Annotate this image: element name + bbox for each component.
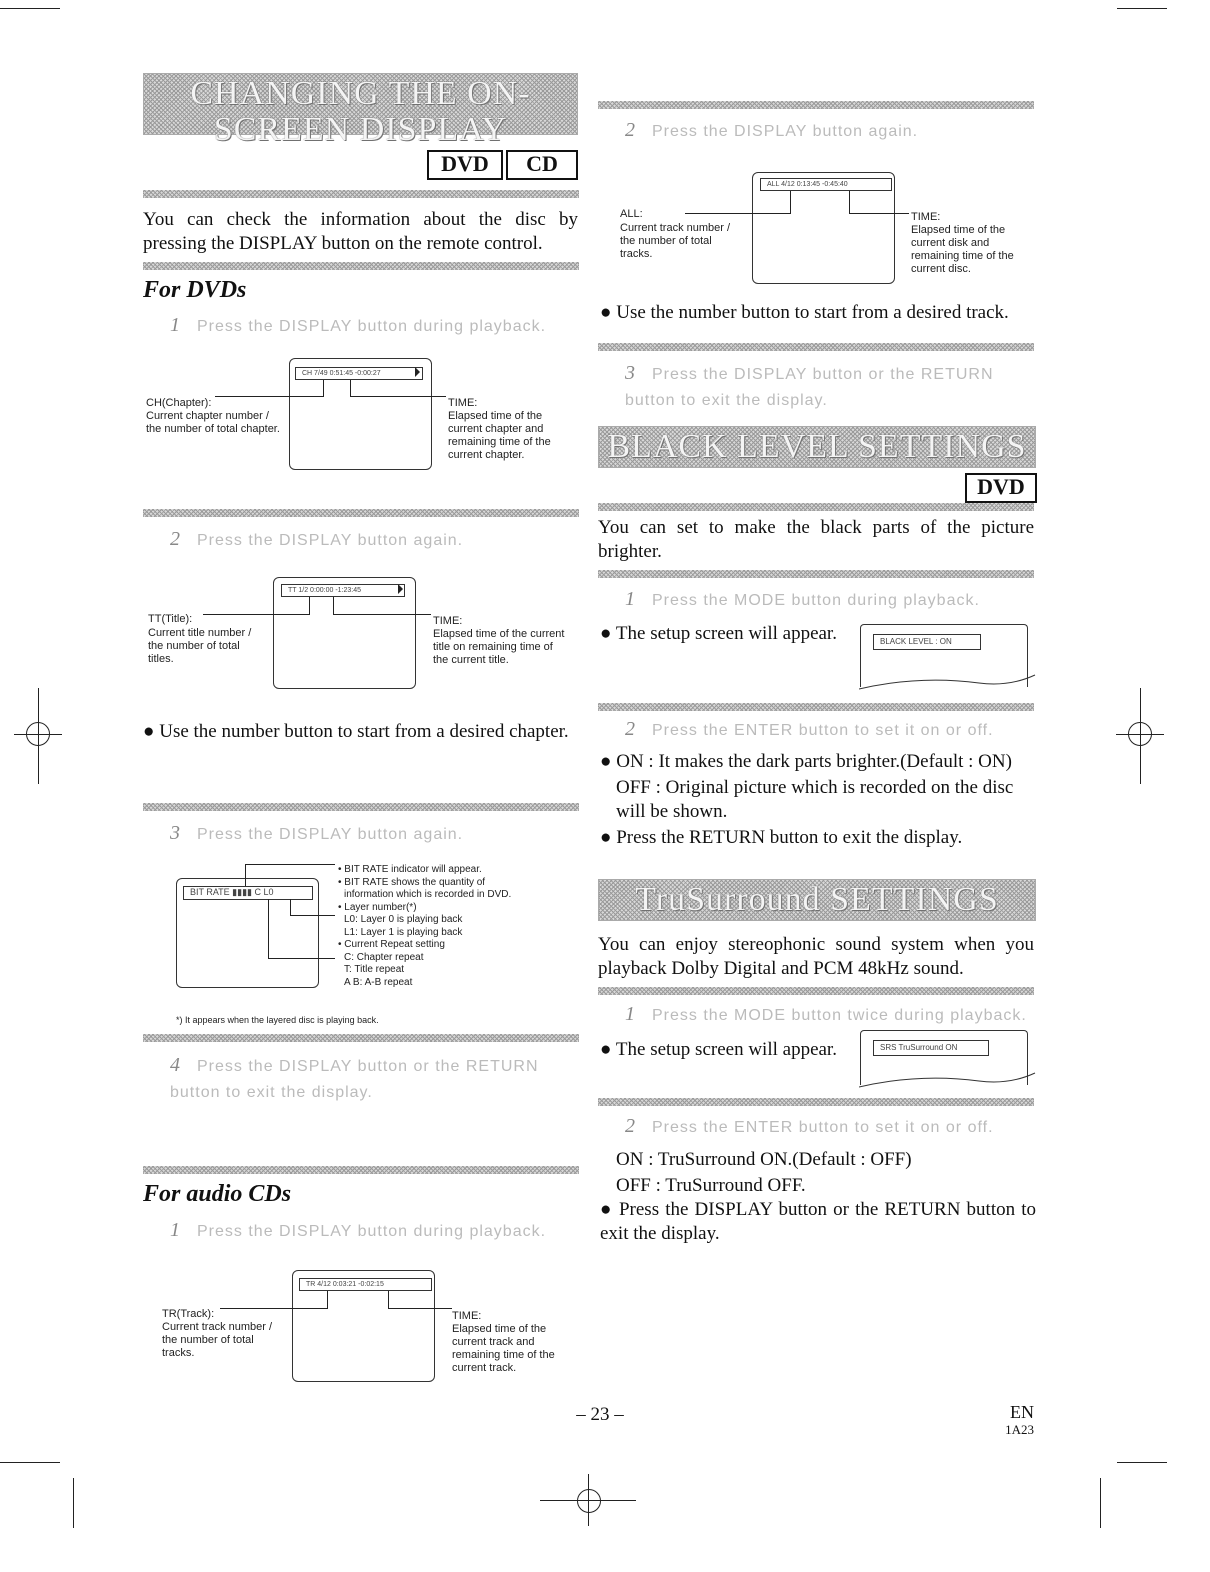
- callout-desc: Elapsed time of the current chapter and remaining time of the current chapter.: [448, 410, 551, 461]
- divider: [143, 1034, 579, 1042]
- callout-desc: Elapsed time of the current disk and remaining time of the current disc.: [911, 224, 1014, 275]
- osd-bar-chapter: CH 7/49 0:51:45 -0:00:27: [295, 367, 423, 380]
- callout-desc: Current title number / the number of total titles.: [148, 627, 252, 665]
- setup-screen-diagram: [860, 1030, 1028, 1085]
- crop-mark: [1100, 1478, 1101, 1528]
- callout-label: TIME:: [452, 1310, 482, 1322]
- dvd-badge: DVD: [965, 473, 1037, 503]
- crop-mark: [1117, 1462, 1167, 1463]
- crop-mark: [1117, 8, 1167, 9]
- step-4: [170, 1052, 580, 1106]
- divider: [598, 101, 1034, 109]
- text-on: ON : TruSurround ON.(Default : OFF): [616, 1149, 912, 1170]
- callout-desc: Current track number / the number of total tracks.: [620, 222, 731, 260]
- step-text: Press the DISPLAY button or the RETURN button to exit the display.: [170, 1058, 539, 1101]
- step-3: [170, 822, 463, 845]
- divider: [598, 987, 1034, 995]
- intro-text: You can set to make the black parts of the picture brighter.: [598, 517, 1034, 562]
- step-number: 2: [625, 1115, 636, 1137]
- step-number: 4: [170, 1054, 181, 1076]
- step-2: [625, 718, 994, 741]
- step-text: Press the MODE button during playback.: [652, 592, 980, 609]
- footnote: *) It appears when the layered disc is playing back.: [176, 1015, 379, 1025]
- callout-label: ALL:: [620, 208, 643, 220]
- divider: [143, 1166, 579, 1174]
- registration-mark: [14, 688, 62, 784]
- callout-desc: Current chapter number / the number of total chapter.: [146, 410, 280, 435]
- step-text: Press the DISPLAY button again.: [652, 123, 919, 140]
- text-off: OFF : Original picture which is recorded on the disc will be shown.: [616, 777, 1014, 822]
- step-number: 2: [625, 718, 636, 740]
- step-text: Press the DISPLAY button or the RETURN button to exit the display.: [625, 366, 994, 409]
- step-2: [170, 528, 463, 551]
- osd-bar-title: TT 1/2 0:00:00 -1:23:45: [281, 584, 405, 597]
- divider: [598, 703, 1034, 711]
- step-number: 3: [170, 822, 181, 844]
- section-banner-black-level: BLACK LEVEL SETTINGS: [598, 426, 1036, 468]
- divider: [598, 1098, 1034, 1106]
- divider: [143, 509, 579, 517]
- callout-desc: Elapsed time of the current title on remaining time of the current title.: [433, 628, 565, 666]
- section-banner-onscreen-display: CHANGING THE ON-SCREEN DISPLAY: [143, 73, 578, 135]
- bullet-setup-screen: ● The setup screen will appear.: [600, 623, 837, 644]
- text-off: OFF : TruSurround OFF.: [616, 1175, 806, 1196]
- for-audio-cds-heading: For audio CDs: [143, 1181, 292, 1207]
- callout-label: TR(Track):: [162, 1308, 215, 1320]
- bitrate-notes: • BIT RATE indicator will appear. • BIT RATE shows the quantity of information which is recorded in DVD. • Layer number(*) L0: Layer 0 is playing back L1: Layer 1 is playing back • Current Repeat setting C: Chapter repeat T: Title repeat A B: A-B repeat: [338, 864, 512, 988]
- bullet-return: ● Press the DISPLAY button or the RETURN button to exit the display.: [600, 1199, 1037, 1244]
- registration-mark: [540, 1474, 636, 1526]
- osd-black-level: BLACK LEVEL : ON: [873, 634, 981, 650]
- step-text: Press the ENTER button to set it on or off.: [652, 1119, 994, 1136]
- section-banner-trusurround: TruSurround SETTINGS: [598, 879, 1036, 921]
- play-indicator-icon: [398, 584, 403, 594]
- callout-label: CH(Chapter):: [146, 397, 212, 409]
- bullet-track: ● Use the number button to start from a desired track.: [600, 302, 1009, 323]
- intro-text: You can enjoy stereophonic sound system when you playback Dolby Digital and PCM 48kHz sound.: [598, 934, 1034, 979]
- osd-bar-all: ALL 4/12 0:13:45 -0:45:40: [760, 178, 892, 191]
- divider: [598, 570, 1034, 578]
- step-text: Press the MODE button twice during playback.: [652, 1007, 1027, 1024]
- callout-label: TT(Title):: [148, 613, 193, 625]
- osd-trusurround: SRS TruSurround ON: [873, 1040, 989, 1056]
- step-text: Press the DISPLAY button again.: [197, 826, 464, 843]
- step-1: [170, 1219, 546, 1242]
- registration-mark: [1116, 688, 1164, 784]
- osd-bar-track: TR 4/12 0:03:21 -0:02:15: [299, 1278, 432, 1291]
- step-1: [625, 1003, 1027, 1026]
- divider: [598, 343, 1034, 351]
- divider: [143, 262, 579, 270]
- osd-bar-bitrate: BIT RATE ▮▮▮▮ C L0: [183, 886, 313, 900]
- document-code: 1A23: [1005, 1422, 1034, 1437]
- play-indicator-icon: [415, 367, 420, 377]
- cd-badge: CD: [506, 150, 578, 180]
- step-text: Press the DISPLAY button again.: [197, 532, 464, 549]
- divider: [143, 190, 579, 198]
- callout-label: TIME:: [433, 615, 463, 627]
- bullet-chapter: ● Use the number button to start from a desired chapter.: [143, 721, 569, 742]
- bullet-on: ● ON : It makes the dark parts brighter.(Default : ON): [600, 751, 1012, 772]
- step-number: 2: [170, 528, 181, 550]
- crop-mark: [0, 1462, 60, 1463]
- for-dvds-heading: For DVDs: [143, 277, 247, 303]
- callout-label: TIME:: [448, 397, 478, 409]
- step-1: [625, 588, 980, 611]
- page-number: – 23 –: [576, 1404, 624, 1425]
- step-text: Press the ENTER button to set it on or off.: [652, 722, 994, 739]
- step-number: 1: [625, 1003, 636, 1025]
- divider: [143, 803, 579, 811]
- step-1: [170, 314, 546, 337]
- setup-screen-diagram: [860, 624, 1028, 687]
- callout-desc: Elapsed time of the current track and remaining time of the current track.: [452, 1323, 555, 1374]
- crop-mark: [73, 1478, 74, 1528]
- intro-text: You can check the information about the disc by pressing the DISPLAY button on the remote control.: [143, 209, 578, 254]
- callout-desc: Current track number / the number of total tracks.: [162, 1321, 273, 1359]
- callout-label: TIME:: [911, 211, 941, 223]
- step-text: Press the DISPLAY button during playback.: [197, 1223, 547, 1240]
- step-number: 1: [625, 588, 636, 610]
- step-number: 2: [625, 119, 636, 141]
- step-number: 1: [170, 1219, 181, 1241]
- step-number: 3: [625, 362, 636, 384]
- step-2: [625, 119, 918, 142]
- dvd-badge: DVD: [427, 150, 503, 180]
- step-number: 1: [170, 314, 181, 336]
- step-text: Press the DISPLAY button during playback.: [197, 318, 547, 335]
- divider: [598, 503, 1034, 511]
- step-3: [625, 360, 1035, 414]
- bullet-setup-screen: ● The setup screen will appear.: [600, 1039, 837, 1060]
- step-2: [625, 1115, 994, 1138]
- crop-mark: [0, 8, 60, 9]
- bullet-return: ● Press the RETURN button to exit the display.: [600, 827, 963, 848]
- language-code: EN: [1010, 1402, 1034, 1422]
